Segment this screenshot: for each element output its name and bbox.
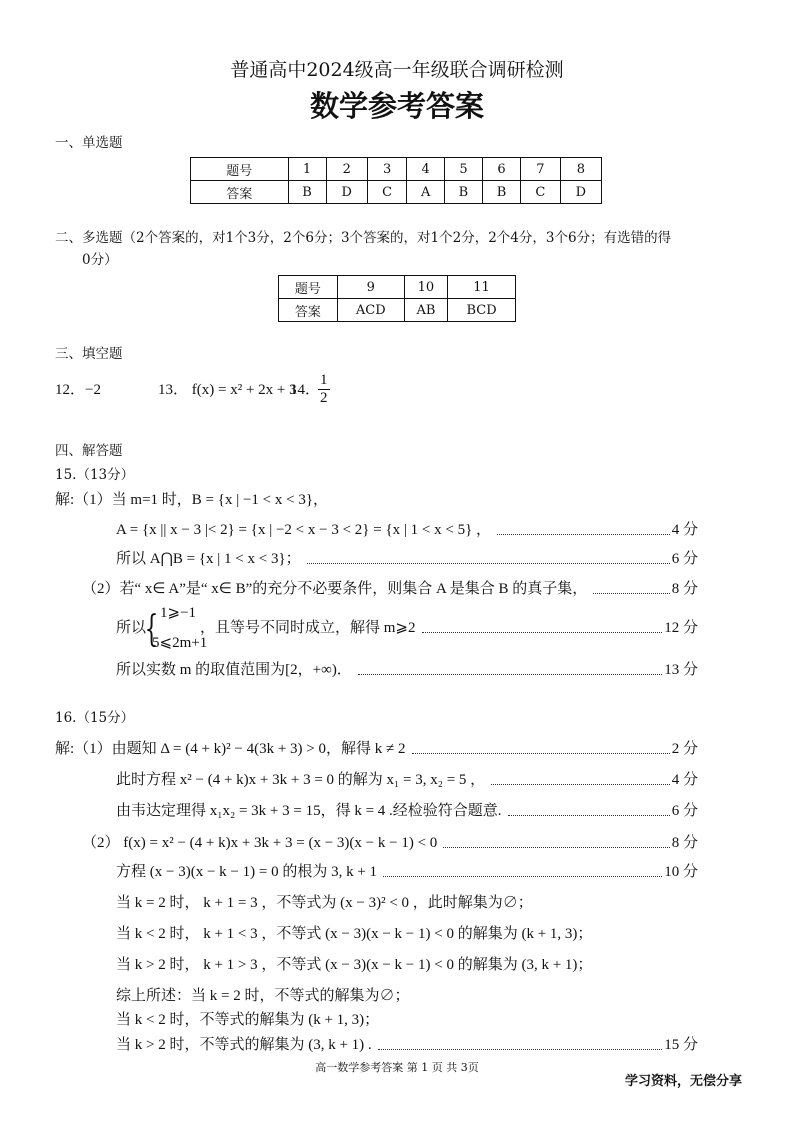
solution-text: （2） f(x) = x² − (4 + k)x + 3k + 3 = (x − 3)(x − k − 1) < 0 (82, 835, 438, 851)
table-cell: 5 (444, 158, 482, 181)
solution-line (200, 618, 698, 638)
table-cell: 答案 (279, 299, 338, 322)
answer-12: 12．−2 (55, 382, 101, 398)
solution-line (116, 893, 766, 913)
table-cell: AB (404, 299, 447, 322)
solution-line (82, 579, 698, 599)
table-cell: C (521, 181, 561, 204)
solution-line (55, 739, 698, 759)
dot-leader (497, 534, 670, 535)
system-line: 5⩽2m+1 (152, 635, 208, 651)
solution-text: 当 k > 2 时， k + 1 > 3 ，不等式 (x − 3)(x − k − 1) < 0 的解集为 (3, k + 1)； (116, 957, 593, 973)
table-cell: 6 (483, 158, 521, 181)
table-cell: A (407, 181, 445, 204)
score-label: 12 分 (664, 620, 698, 636)
solution-line (116, 549, 698, 569)
table-cell: 题号 (279, 276, 338, 299)
answer-table-multi (278, 275, 516, 322)
table-cell: 答案 (191, 181, 289, 204)
table-cell: D (560, 181, 601, 204)
solution-text: 当 k = 2 时， k + 1 = 3 ，不等式为 (x − 3)² < 0 ，此时解集为∅； (116, 895, 533, 911)
solution-text: 方程 (x − 3)(x − k − 1) = 0 的根为 3, k + 1 (116, 864, 378, 880)
table-cell: 1 (288, 158, 326, 181)
score-label: 6 分 (671, 803, 698, 819)
dot-leader (307, 563, 670, 564)
table-cell: B (288, 181, 326, 204)
score-label: 8 分 (671, 581, 698, 597)
table-cell: 2 (326, 158, 367, 181)
section-heading-cont: 0分） (82, 252, 118, 268)
solution-text: 当 k < 2 时，不等式的解集为 (k + 1, 3)； (116, 1012, 380, 1028)
score-label: 10 分 (664, 864, 698, 880)
solution-line (116, 660, 698, 680)
solution-text: 所以实数 m 的取值范围为[2，+∞)． (116, 662, 352, 678)
table-cell: 4 (407, 158, 445, 181)
table-cell: 7 (521, 158, 561, 181)
dot-leader (491, 784, 670, 785)
score-label: 6 分 (671, 551, 698, 567)
score-label: 13 分 (664, 662, 698, 678)
table-cell: B (444, 181, 482, 204)
page-footer: 高一数学参考答案 第 1 页 共 3页 (315, 1061, 479, 1074)
section-heading: 一、单选题 (55, 135, 123, 151)
score-label: 2 分 (671, 741, 698, 757)
answer-table-single (190, 157, 602, 204)
section-heading: 三、填空题 (55, 346, 123, 362)
brace-icon: { (144, 609, 159, 650)
table-cell: 8 (560, 158, 601, 181)
solution-text: 所以 (116, 620, 147, 636)
solution-text: 此时方程 x² − (4 + k)x + 3k + 3 = 0 的解为 x₁ = 3, x₂ = 5 ， (116, 772, 486, 788)
solution-line (116, 1035, 698, 1055)
table-cell: 10 (404, 276, 447, 299)
solution-text: 综上所述：当 k = 2 时，不等式的解集为∅； (116, 988, 410, 1004)
table-cell: B (483, 181, 521, 204)
solution-text: （2）若“ x∈ A”是“ x∈ B”的充分不必要条件，则集合 A 是集合 B 的真子集， (82, 581, 588, 597)
solution-line (55, 490, 705, 510)
table-cell: D (326, 181, 367, 204)
solution-line (116, 955, 766, 975)
table-cell: C (367, 181, 407, 204)
solution-line (116, 1010, 766, 1030)
score-label: 4 分 (671, 772, 698, 788)
solution-text: 解:（1）当 m=1 时，B = {x | −1 < x < 3}， (55, 492, 329, 508)
score-label: 4 分 (671, 522, 698, 538)
doc-title: 数学参考答案 (309, 89, 484, 123)
solution-text: A = {x || x − 3 |< 2} = {x | −2 < x − 3 < 2} = {x | 1 < x < 5} ， (116, 522, 492, 538)
table-cell: 题号 (191, 158, 289, 181)
dot-leader (508, 815, 670, 816)
dot-leader (422, 632, 663, 633)
system-line: 1⩾−1 (160, 605, 197, 621)
question-title: 16.（15分） (55, 710, 135, 726)
dot-leader (412, 753, 670, 754)
solution-text: 解:（1）由题知 Δ = (4 + k)² − 4(3k + 3) > 0，解得 k ≠ 2 (55, 741, 406, 757)
section-heading: 二、多选题（2个答案的，对1个3分，2个6分；3个答案的，对1个2分，2个4分，3个6分；有选错的得 (55, 230, 672, 246)
score-label: 15 分 (664, 1037, 698, 1053)
denominator: 2 (320, 390, 328, 406)
table-cell: ACD (337, 299, 404, 322)
table-cell: 11 (448, 276, 516, 299)
dot-leader (358, 674, 662, 675)
answer-13: 13． f(x) = x² + 2x + 3 (158, 382, 297, 398)
numerator: 1 (320, 372, 328, 388)
fraction (318, 372, 330, 407)
footer-note: 学习资料，无偿分享 (625, 1074, 743, 1089)
solution-line (82, 833, 698, 853)
dot-leader (443, 847, 669, 848)
table-cell: BCD (448, 299, 516, 322)
table-cell: 9 (337, 276, 404, 299)
score-label: 8 分 (671, 835, 698, 851)
solution-line (116, 801, 698, 821)
solution-text: 所以 A⋂B = {x | 1 < x < 3}； (116, 551, 301, 567)
dot-leader (378, 1049, 663, 1050)
section-heading: 四、解答题 (55, 443, 123, 459)
solution-line (116, 770, 698, 790)
solution-text: 当 k < 2 时， k + 1 < 3 ，不等式 (x − 3)(x − k − 1) < 0 的解集为 (k + 1, 3)； (116, 926, 593, 942)
dot-leader (593, 593, 669, 594)
answer-14: 14． (290, 382, 321, 398)
dot-leader (383, 876, 662, 877)
solution-text: 由韦达定理得 x₁x₂ = 3k + 3 = 15，得 k = 4 .经检验符合题意. (116, 803, 502, 819)
solution-line (116, 986, 766, 1006)
question-title: 15.（13分） (55, 467, 135, 483)
solution-line (116, 924, 766, 944)
doc-subtitle: 普通高中2024级高一年级联合调研检测 (230, 59, 564, 81)
table-cell: 3 (367, 158, 407, 181)
solution-text: 当 k > 2 时，不等式的解集为 (3, k + 1) . (116, 1037, 372, 1053)
solution-text: ，且等号不同时成立，解得 m⩾2 (200, 620, 416, 636)
solution-line (116, 520, 698, 540)
solution-line (116, 862, 698, 882)
